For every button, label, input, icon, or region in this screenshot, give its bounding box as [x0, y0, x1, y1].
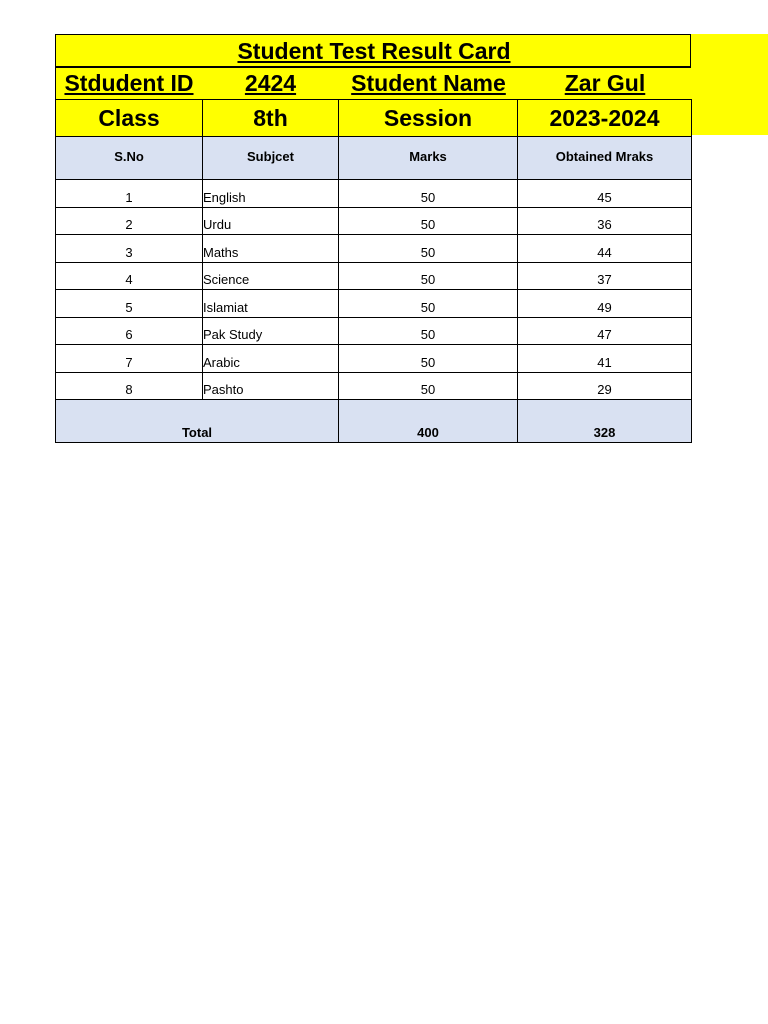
page-title: Student Test Result Card [237, 38, 511, 64]
cell-sno: 4 [56, 262, 203, 290]
cell-obtained: 45 [518, 180, 692, 208]
cell-marks: 50 [339, 235, 518, 263]
student-id-value: 2424 [244, 70, 297, 96]
cell-marks: 50 [339, 180, 518, 208]
title-row [55, 34, 691, 68]
total-row [56, 400, 692, 443]
cell-subject: Arabic [203, 345, 339, 373]
cell-obtained: 49 [518, 290, 692, 318]
cell-sno: 6 [56, 317, 203, 345]
table-row [56, 262, 692, 290]
cell-subject: Islamiat [203, 290, 339, 318]
cell-obtained: 47 [518, 317, 692, 345]
table-row [56, 317, 692, 345]
cell-sno: 5 [56, 290, 203, 318]
table-row [56, 372, 692, 400]
cell-sno: 7 [56, 345, 203, 373]
cell-marks: 50 [339, 262, 518, 290]
table-row [56, 345, 692, 373]
cell-obtained: 44 [518, 235, 692, 263]
cell-sno: 1 [56, 180, 203, 208]
table-row [56, 207, 692, 235]
cell-sno: 8 [56, 372, 203, 400]
cell-subject: Pak Study [203, 317, 339, 345]
header-obtained: Obtained Mraks [518, 137, 692, 180]
header-marks: Marks [339, 137, 518, 180]
session-label: Session [339, 100, 518, 137]
header-sno: S.No [56, 137, 203, 180]
cell-marks: 50 [339, 290, 518, 318]
cell-marks: 50 [339, 345, 518, 373]
cell-subject: Maths [203, 235, 339, 263]
student-id-row [55, 68, 691, 100]
class-label: Class [56, 100, 203, 137]
student-name-value: Zar Gul [564, 70, 646, 96]
cell-obtained: 29 [518, 372, 692, 400]
cell-subject: Urdu [203, 207, 339, 235]
marks-table [55, 136, 692, 443]
cell-obtained: 37 [518, 262, 692, 290]
header-subject: Subjcet [203, 137, 339, 180]
cell-sno: 2 [56, 207, 203, 235]
cell-obtained: 36 [518, 207, 692, 235]
total-obtained: 328 [518, 400, 692, 443]
cell-subject: English [203, 180, 339, 208]
table-header-row [56, 137, 692, 180]
student-name-label: Student Name [351, 70, 506, 96]
table-row [56, 180, 692, 208]
session-value: 2023-2024 [518, 100, 692, 137]
cell-marks: 50 [339, 207, 518, 235]
student-id-label: Stdudent ID [64, 70, 194, 96]
table-row [56, 290, 692, 318]
cell-subject: Science [203, 262, 339, 290]
total-marks: 400 [339, 400, 518, 443]
total-label: Total [56, 400, 339, 443]
class-session-grid [55, 99, 692, 137]
cell-marks: 50 [339, 372, 518, 400]
cell-subject: Pashto [203, 372, 339, 400]
cell-obtained: 41 [518, 345, 692, 373]
class-value: 8th [203, 100, 339, 137]
table-row [56, 235, 692, 263]
cell-sno: 3 [56, 235, 203, 263]
cell-marks: 50 [339, 317, 518, 345]
